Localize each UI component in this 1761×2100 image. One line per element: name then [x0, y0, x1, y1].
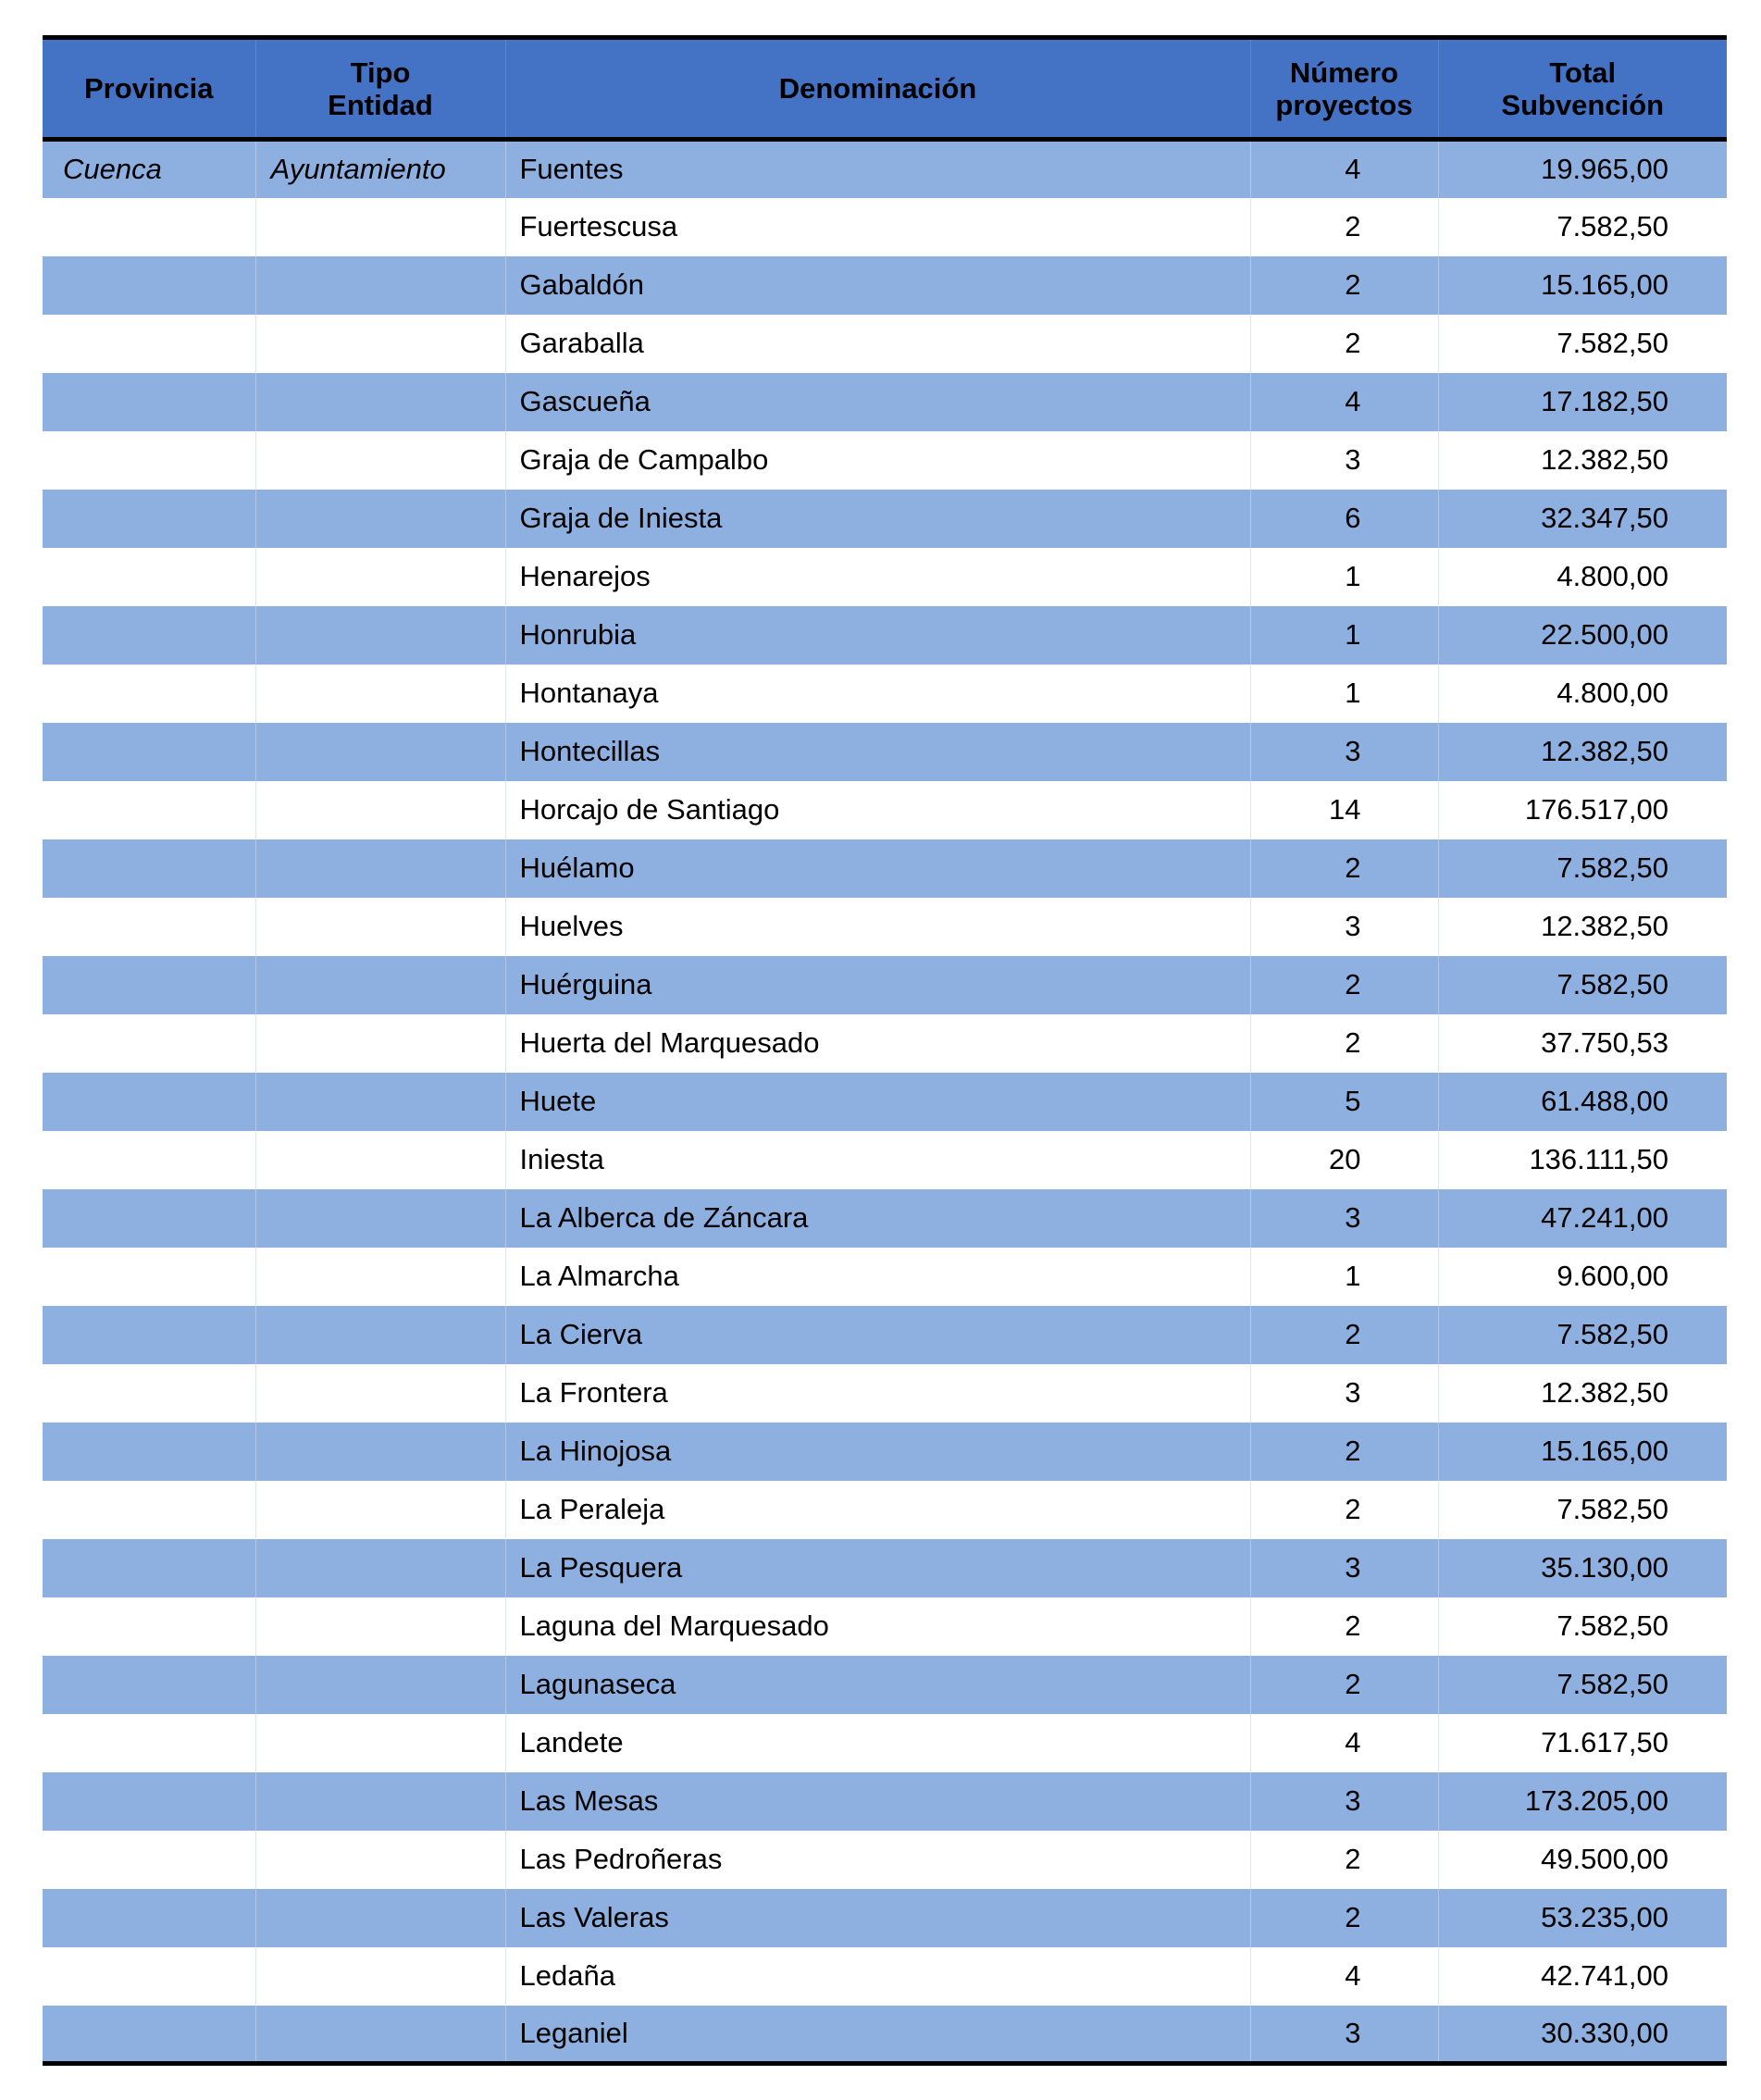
header-row — [43, 38, 1727, 140]
cell-total-subvencion: 71.617,50 — [1438, 1714, 1727, 1772]
table-row — [43, 723, 1727, 781]
cell-denominacion: Huerta del Marquesado — [505, 1014, 1250, 1073]
header-denominacion: Denominación — [505, 38, 1250, 140]
header-total-subvencion — [1438, 38, 1727, 140]
cell-tipo-entidad — [255, 1364, 505, 1423]
cell-numero-proyectos: 20 — [1250, 1131, 1438, 1189]
cell-provincia — [43, 781, 255, 839]
cell-provincia — [43, 1539, 255, 1597]
cell-provincia — [43, 1831, 255, 1889]
cell-denominacion: Huete — [505, 1073, 1250, 1131]
cell-tipo-entidad — [255, 723, 505, 781]
cell-tipo-entidad — [255, 1947, 505, 2006]
cell-total-subvencion: 7.582,50 — [1438, 1481, 1727, 1539]
cell-total-subvencion: 61.488,00 — [1438, 1073, 1727, 1131]
cell-numero-proyectos: 2 — [1250, 1597, 1438, 1656]
cell-tipo-entidad — [255, 665, 505, 723]
cell-tipo-entidad — [255, 1423, 505, 1481]
table-row — [43, 1189, 1727, 1248]
cell-denominacion: Ledaña — [505, 1947, 1250, 2006]
cell-denominacion: Huélamo — [505, 839, 1250, 898]
cell-numero-proyectos: 2 — [1250, 1889, 1438, 1947]
table-row — [43, 1481, 1727, 1539]
cell-denominacion: Landete — [505, 1714, 1250, 1772]
cell-tipo-entidad — [255, 1189, 505, 1248]
cell-numero-proyectos: 2 — [1250, 1831, 1438, 1889]
table-row — [43, 431, 1727, 490]
cell-numero-proyectos: 3 — [1250, 2006, 1438, 2064]
cell-numero-proyectos: 2 — [1250, 1481, 1438, 1539]
cell-total-subvencion: 4.800,00 — [1438, 548, 1727, 606]
cell-denominacion: Huelves — [505, 898, 1250, 956]
header-provincia: Provincia — [43, 38, 255, 140]
cell-numero-proyectos: 4 — [1250, 1714, 1438, 1772]
cell-tipo-entidad — [255, 1889, 505, 1947]
cell-tipo-entidad — [255, 1772, 505, 1831]
table-row — [43, 781, 1727, 839]
cell-provincia — [43, 1073, 255, 1131]
cell-tipo-entidad — [255, 839, 505, 898]
cell-denominacion: Leganiel — [505, 2006, 1250, 2064]
cell-provincia — [43, 373, 255, 431]
cell-tipo-entidad — [255, 548, 505, 606]
table-row — [43, 665, 1727, 723]
cell-tipo-entidad — [255, 1831, 505, 1889]
cell-provincia — [43, 1014, 255, 1073]
cell-total-subvencion: 7.582,50 — [1438, 1597, 1727, 1656]
table-header — [43, 38, 1727, 140]
header-numero-proyectos-label: Número proyectos — [1275, 56, 1413, 121]
cell-provincia — [43, 898, 255, 956]
cell-denominacion: La Cierva — [505, 1306, 1250, 1364]
cell-provincia — [43, 956, 255, 1014]
cell-provincia — [43, 1248, 255, 1306]
cell-denominacion: La Pesquera — [505, 1539, 1250, 1597]
table-row — [43, 548, 1727, 606]
cell-numero-proyectos: 2 — [1250, 1656, 1438, 1714]
table-row — [43, 140, 1727, 198]
cell-total-subvencion: 9.600,00 — [1438, 1248, 1727, 1306]
cell-provincia — [43, 1597, 255, 1656]
cell-provincia — [43, 1656, 255, 1714]
cell-tipo-entidad — [255, 956, 505, 1014]
cell-tipo-entidad: Ayuntamiento — [255, 140, 505, 198]
cell-denominacion: Hontecillas — [505, 723, 1250, 781]
cell-provincia — [43, 1189, 255, 1248]
cell-denominacion: Garaballa — [505, 315, 1250, 373]
cell-total-subvencion: 35.130,00 — [1438, 1539, 1727, 1597]
cell-total-subvencion: 176.517,00 — [1438, 781, 1727, 839]
cell-total-subvencion: 7.582,50 — [1438, 839, 1727, 898]
cell-provincia — [43, 1947, 255, 2006]
cell-provincia — [43, 665, 255, 723]
cell-numero-proyectos: 1 — [1250, 548, 1438, 606]
cell-numero-proyectos: 3 — [1250, 898, 1438, 956]
cell-numero-proyectos: 2 — [1250, 1423, 1438, 1481]
cell-total-subvencion: 7.582,50 — [1438, 1306, 1727, 1364]
cell-tipo-entidad — [255, 1714, 505, 1772]
table-row — [43, 373, 1727, 431]
cell-denominacion: La Hinojosa — [505, 1423, 1250, 1481]
cell-numero-proyectos: 2 — [1250, 315, 1438, 373]
cell-denominacion: Graja de Campalbo — [505, 431, 1250, 490]
cell-provincia — [43, 1772, 255, 1831]
table-row — [43, 490, 1727, 548]
cell-provincia — [43, 1306, 255, 1364]
cell-provincia — [43, 1423, 255, 1481]
table-row — [43, 2006, 1727, 2064]
header-numero-proyectos — [1250, 38, 1438, 140]
cell-total-subvencion: 49.500,00 — [1438, 1831, 1727, 1889]
cell-total-subvencion: 7.582,50 — [1438, 315, 1727, 373]
table-row — [43, 1889, 1727, 1947]
cell-provincia — [43, 490, 255, 548]
cell-total-subvencion: 7.582,50 — [1438, 956, 1727, 1014]
table-row — [43, 1947, 1727, 2006]
cell-numero-proyectos: 6 — [1250, 490, 1438, 548]
cell-total-subvencion: 37.750,53 — [1438, 1014, 1727, 1073]
cell-numero-proyectos: 4 — [1250, 140, 1438, 198]
cell-denominacion: Laguna del Marquesado — [505, 1597, 1250, 1656]
cell-total-subvencion: 12.382,50 — [1438, 723, 1727, 781]
cell-total-subvencion: 19.965,00 — [1438, 140, 1727, 198]
table-row — [43, 1014, 1727, 1073]
cell-numero-proyectos: 3 — [1250, 431, 1438, 490]
cell-tipo-entidad — [255, 781, 505, 839]
header-tipo-entidad-label: Tipo Entidad — [328, 56, 433, 121]
cell-denominacion: La Peraleja — [505, 1481, 1250, 1539]
cell-tipo-entidad — [255, 1539, 505, 1597]
cell-provincia — [43, 1131, 255, 1189]
cell-denominacion: Fuertescusa — [505, 198, 1250, 256]
header-tipo-entidad — [255, 38, 505, 140]
cell-denominacion: Horcajo de Santiago — [505, 781, 1250, 839]
cell-provincia — [43, 839, 255, 898]
cell-total-subvencion: 7.582,50 — [1438, 1656, 1727, 1714]
cell-tipo-entidad — [255, 198, 505, 256]
cell-total-subvencion: 17.182,50 — [1438, 373, 1727, 431]
cell-tipo-entidad — [255, 606, 505, 665]
cell-numero-proyectos: 2 — [1250, 198, 1438, 256]
cell-provincia — [43, 1714, 255, 1772]
cell-denominacion: La Alberca de Záncara — [505, 1189, 1250, 1248]
cell-numero-proyectos: 3 — [1250, 1189, 1438, 1248]
cell-numero-proyectos: 3 — [1250, 723, 1438, 781]
cell-provincia — [43, 2006, 255, 2064]
cell-provincia — [43, 431, 255, 490]
cell-provincia — [43, 315, 255, 373]
cell-total-subvencion: 12.382,50 — [1438, 1364, 1727, 1423]
cell-total-subvencion: 7.582,50 — [1438, 198, 1727, 256]
cell-provincia — [43, 723, 255, 781]
cell-denominacion: Iniesta — [505, 1131, 1250, 1189]
cell-tipo-entidad — [255, 1481, 505, 1539]
table-row — [43, 1539, 1727, 1597]
cell-numero-proyectos: 3 — [1250, 1539, 1438, 1597]
table-row — [43, 198, 1727, 256]
table-row — [43, 1831, 1727, 1889]
cell-denominacion: Las Pedroñeras — [505, 1831, 1250, 1889]
cell-total-subvencion: 32.347,50 — [1438, 490, 1727, 548]
cell-denominacion: Gabaldón — [505, 256, 1250, 315]
cell-numero-proyectos: 2 — [1250, 1306, 1438, 1364]
table-row — [43, 1714, 1727, 1772]
cell-total-subvencion: 42.741,00 — [1438, 1947, 1727, 2006]
table-row — [43, 1248, 1727, 1306]
cell-denominacion: Henarejos — [505, 548, 1250, 606]
cell-total-subvencion: 136.111,50 — [1438, 1131, 1727, 1189]
table-row — [43, 1364, 1727, 1423]
table-row — [43, 1306, 1727, 1364]
cell-numero-proyectos: 5 — [1250, 1073, 1438, 1131]
cell-denominacion: Las Mesas — [505, 1772, 1250, 1831]
cell-tipo-entidad — [255, 490, 505, 548]
cell-total-subvencion: 15.165,00 — [1438, 256, 1727, 315]
table-row — [43, 1656, 1727, 1714]
cell-tipo-entidad — [255, 1073, 505, 1131]
table-row — [43, 256, 1727, 315]
table-row — [43, 1772, 1727, 1831]
cell-numero-proyectos: 1 — [1250, 1248, 1438, 1306]
cell-numero-proyectos: 2 — [1250, 256, 1438, 315]
cell-denominacion: Las Valeras — [505, 1889, 1250, 1947]
cell-numero-proyectos: 1 — [1250, 665, 1438, 723]
table-row — [43, 606, 1727, 665]
cell-total-subvencion: 12.382,50 — [1438, 431, 1727, 490]
cell-tipo-entidad — [255, 1656, 505, 1714]
cell-total-subvencion: 4.800,00 — [1438, 665, 1727, 723]
cell-tipo-entidad — [255, 256, 505, 315]
cell-denominacion: Graja de Iniesta — [505, 490, 1250, 548]
cell-numero-proyectos: 4 — [1250, 1947, 1438, 2006]
table-row — [43, 839, 1727, 898]
cell-provincia — [43, 1889, 255, 1947]
table-row — [43, 898, 1727, 956]
cell-provincia — [43, 548, 255, 606]
cell-total-subvencion: 12.382,50 — [1438, 898, 1727, 956]
cell-total-subvencion: 22.500,00 — [1438, 606, 1727, 665]
cell-total-subvencion: 15.165,00 — [1438, 1423, 1727, 1481]
cell-total-subvencion: 173.205,00 — [1438, 1772, 1727, 1831]
table-row — [43, 315, 1727, 373]
cell-total-subvencion: 53.235,00 — [1438, 1889, 1727, 1947]
cell-denominacion: Hontanaya — [505, 665, 1250, 723]
cell-provincia — [43, 1364, 255, 1423]
cell-numero-proyectos: 3 — [1250, 1772, 1438, 1831]
header-total-subvencion-label: Total Subvención — [1501, 56, 1665, 121]
cell-denominacion: La Frontera — [505, 1364, 1250, 1423]
cell-numero-proyectos: 1 — [1250, 606, 1438, 665]
cell-denominacion: Lagunaseca — [505, 1656, 1250, 1714]
cell-numero-proyectos: 2 — [1250, 1014, 1438, 1073]
cell-tipo-entidad — [255, 373, 505, 431]
table-row — [43, 1073, 1727, 1131]
cell-denominacion: Honrubia — [505, 606, 1250, 665]
table-row — [43, 1131, 1727, 1189]
subsidy-table-container — [43, 35, 1727, 2066]
cell-tipo-entidad — [255, 315, 505, 373]
cell-tipo-entidad — [255, 1014, 505, 1073]
cell-total-subvencion: 30.330,00 — [1438, 2006, 1727, 2064]
cell-tipo-entidad — [255, 2006, 505, 2064]
cell-provincia — [43, 256, 255, 315]
cell-numero-proyectos: 14 — [1250, 781, 1438, 839]
cell-denominacion: Fuentes — [505, 140, 1250, 198]
cell-tipo-entidad — [255, 431, 505, 490]
cell-tipo-entidad — [255, 1306, 505, 1364]
cell-numero-proyectos: 4 — [1250, 373, 1438, 431]
table-body — [43, 140, 1727, 2064]
cell-numero-proyectos: 3 — [1250, 1364, 1438, 1423]
cell-provincia — [43, 606, 255, 665]
table-row — [43, 956, 1727, 1014]
cell-tipo-entidad — [255, 1248, 505, 1306]
cell-tipo-entidad — [255, 1131, 505, 1189]
cell-denominacion: Gascueña — [505, 373, 1250, 431]
cell-provincia: Cuenca — [43, 140, 255, 198]
cell-numero-proyectos: 2 — [1250, 839, 1438, 898]
subsidy-table — [43, 35, 1727, 2066]
cell-tipo-entidad — [255, 1597, 505, 1656]
cell-numero-proyectos: 2 — [1250, 956, 1438, 1014]
cell-provincia — [43, 198, 255, 256]
cell-denominacion: Huérguina — [505, 956, 1250, 1014]
cell-tipo-entidad — [255, 898, 505, 956]
cell-total-subvencion: 47.241,00 — [1438, 1189, 1727, 1248]
table-row — [43, 1597, 1727, 1656]
table-row — [43, 1423, 1727, 1481]
cell-provincia — [43, 1481, 255, 1539]
cell-denominacion: La Almarcha — [505, 1248, 1250, 1306]
